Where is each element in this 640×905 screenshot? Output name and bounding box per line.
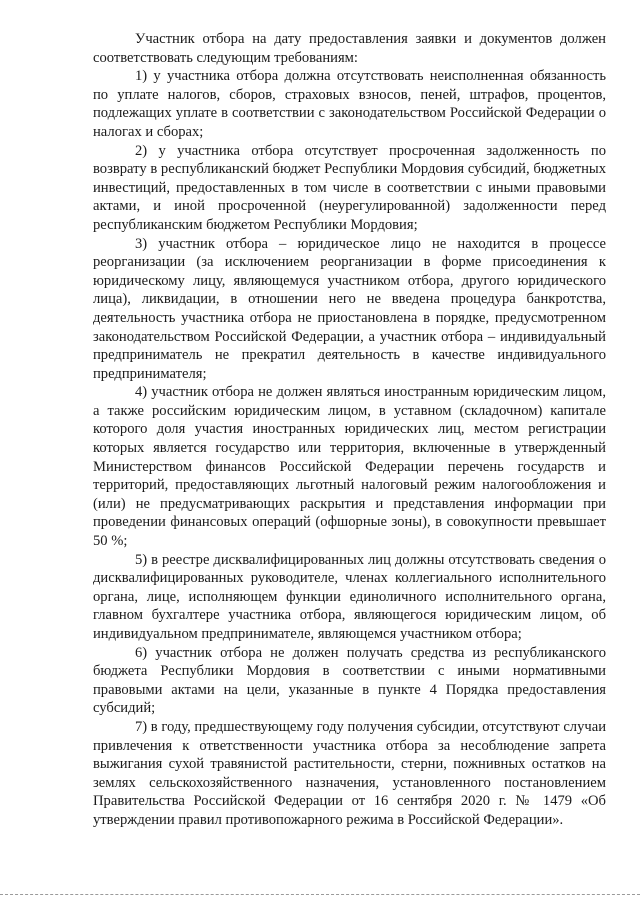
requirement-6-paragraph: 6) участник отбора не должен получать средства из республиканского бюджета Республики Мордовия в соответствии с иными нормативными правовыми актами на цели, указанные в пункте 4 Порядка предоставления субсидий; <box>93 644 606 717</box>
intro-paragraph: Участник отбора на дату предоставления заявки и документов должен соответствовать следующим требованиям: <box>93 31 606 66</box>
requirement-2-paragraph: 2) у участника отбора отсутствует просроченная задолженность по возврату в республиканский бюджет Республики Мордовия субсидий, бюджетных инвестиций, предоставленных в том числе в соответствии с иными правовыми актами, и иной просроченной (неурегулированной) задолженности перед республиканским бюджетом Республики Мордовия; <box>93 142 606 233</box>
requirement-4-paragraph: 4) участник отбора не должен являться иностранным юридическим лицом, а также российским юридическим лицом, в уставном (складочном) капитале которого доля участия иностранных юридических лиц, местом регистрации которых является государство или территория, включенные в утвержденный Министерством финансов Российской Федерации перечень государств и территорий, предоставляющих льготный налоговый режим налогообложения и (или) не предусматривающих раскрытия и представления информации при проведении финансовых операций (офшорные зоны), в совокупности превышает 50 %; <box>93 384 606 550</box>
page-bottom-divider <box>0 894 640 895</box>
requirement-3-paragraph: 3) участник отбора – юридическое лицо не находится в процессе реорганизации (за исключением реорганизации в форме присоединения к юридическому лицу, являющемуся участником отбора, другого юридического лица), ликвидации, в отношении него не введена процедура банкротства, деятельность участника отбора не приостановлена в порядке, предусмотренном законодательством Российской Федерации, а участник отбора – индивидуальный предприниматель не прекратил деятельность в качестве индивидуального предпринимателя; <box>93 235 606 382</box>
requirement-1-paragraph: 1) у участника отбора должна отсутствовать неисполненная обязанность по уплате налогов, сборов, страховых взносов, пеней, штрафов, процентов, подлежащих уплате в соответствии с законодательством Российской Федерации о налогах и сборах; <box>93 68 606 140</box>
requirement-5-paragraph: 5) в реестре дисквалифицированных лиц должны отсутствовать сведения о дисквалифицированных руководителе, членах коллегиального исполнительного органа, лице, исполняющем функции единоличного исполнительного органа, главном бухгалтере участника отбора, являющегося юридическим лицом, об индивидуальном предпринимателе, являющемся участником отбора; <box>93 551 606 642</box>
requirement-7-paragraph: 7) в году, предшествующему году получения субсидии, отсутствуют случаи привлечения к ответственности участника отбора за несоблюдение запрета выжигания сухой травянистой растительности, стерни, пожнивных остатков на землях сельскохозяйственного назначения, установленного постановлением Правительства Российской Федерации от 16 сентября 2020 г. № 1479 «Об утверждении правил противопожарного режима в Российской Федерации». <box>93 718 607 828</box>
